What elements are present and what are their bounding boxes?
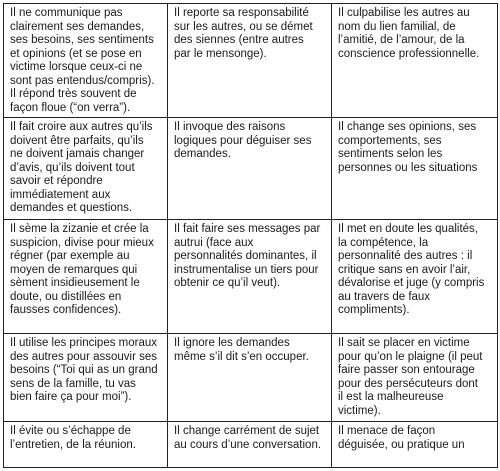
- cell-line: demandes.: [174, 148, 231, 160]
- cell-line: Il fait croire aux autres qu’ils: [10, 121, 153, 133]
- cell-line: sèment insidieusement le: [10, 277, 140, 289]
- cell-line: régner (par exemple au: [10, 250, 130, 262]
- cell-line: Il répond très souvent de: [10, 88, 137, 100]
- cell-line: ne doivent jamais changer: [10, 148, 145, 160]
- cell-line: demandes et questions.: [10, 202, 133, 214]
- cell-line: victime lorsque ceux-ci ne: [10, 61, 143, 73]
- cell-line: même s’il dit s’en occuper.: [174, 350, 309, 363]
- cell-line: Il reporte sa responsabilité: [174, 7, 309, 19]
- cell-line: personnes ou les situations: [338, 161, 478, 174]
- table-cell: [4, 334, 168, 422]
- cell-line: par le mensonge).: [174, 47, 267, 60]
- cell-line: Il menace de façon: [338, 425, 436, 437]
- cell-line: victime).: [338, 404, 381, 417]
- cell-text: [338, 425, 492, 452]
- cell-line: fausses confidences).: [10, 304, 122, 316]
- cell-line: besoins (“Toi qui as un grand: [10, 364, 158, 376]
- cell-line: compliments).: [338, 304, 410, 316]
- behavior-table: [3, 3, 498, 468]
- cell-line: Il utilise les principes moraux: [10, 337, 158, 349]
- cell-line: suspicion, divise pour mieux: [10, 236, 154, 249]
- cell-line: Il fait faire ses messages par: [174, 223, 321, 235]
- cell-text: [10, 337, 162, 405]
- cell-line: doute, ou distillées en: [10, 290, 122, 303]
- behavior-table-body: [4, 4, 498, 468]
- cell-line: logiques pour déguiser ses: [174, 134, 312, 147]
- table-row: [4, 4, 498, 118]
- table-cell: [168, 334, 332, 422]
- cell-line: conscience professionnelle.: [338, 47, 480, 60]
- cell-line: façon floue (“on verra”).: [10, 101, 131, 114]
- cell-line: critique sans en avoir l’air,: [338, 263, 471, 276]
- cell-line: obtenir ce qu’il veut).: [174, 277, 281, 289]
- cell-line: la compétence, la: [338, 236, 429, 249]
- cell-line: Il invoque des raisons: [174, 121, 286, 133]
- cell-text: [174, 121, 326, 162]
- cell-line: Il met en doute les qualités,: [338, 223, 478, 235]
- table-cell: [4, 118, 168, 220]
- table-cell: [168, 4, 332, 118]
- table-row: [4, 422, 498, 468]
- cell-line: Il évite ou s’échappe de: [10, 425, 131, 437]
- table-cell: [332, 4, 498, 118]
- cell-line: au cours d’une conversation.: [174, 438, 322, 451]
- table-cell: [4, 422, 168, 468]
- cell-line: personnalité des autres : il: [338, 250, 473, 262]
- cell-line: Il change carrément de sujet: [174, 425, 320, 437]
- table-cell: [332, 220, 498, 334]
- table-cell: [168, 220, 332, 334]
- cell-text: [338, 223, 492, 318]
- cell-line: autrui (face aux: [174, 236, 254, 249]
- cell-line: pour des persécuteurs dont: [338, 377, 479, 390]
- cell-line: doivent être parfaits, qu’ils: [10, 134, 144, 147]
- table-cell: [168, 118, 332, 220]
- cell-text: [10, 121, 162, 216]
- cell-text: [174, 223, 326, 291]
- cell-text: [174, 425, 326, 452]
- cell-line: nom du lien familial, de: [338, 20, 456, 33]
- cell-line: Il change ses opinions, ses: [338, 121, 477, 133]
- cell-line: moyen de remarques qui: [10, 263, 138, 276]
- cell-line: l’entretien, de la réunion.: [10, 438, 136, 451]
- cell-line: des autres pour assouvir ses: [10, 350, 158, 363]
- cell-line: l’amitié, de l’amour, de la: [338, 34, 465, 46]
- cell-line: Il culpabilise les autres au: [338, 7, 470, 19]
- cell-line: instrumentalise un tiers pour: [174, 263, 319, 276]
- cell-text: [338, 121, 492, 175]
- cell-line: bien faire ça pour moi”).: [10, 391, 132, 403]
- cell-line: sens de la famille, tu vas: [10, 377, 136, 390]
- cell-text: [10, 425, 162, 452]
- cell-line: immédiatement aux: [10, 188, 111, 201]
- cell-line: des siennes (entre autres: [174, 34, 304, 46]
- cell-line: Il ignore les demandes: [174, 337, 290, 349]
- table-row: [4, 220, 498, 334]
- cell-line: d’avis, qu’ils doivent tout: [10, 161, 135, 174]
- table-row: [4, 118, 498, 220]
- cell-line: clairement ses demandes,: [10, 20, 145, 33]
- cell-line: Il sait se placer en victime: [338, 337, 470, 349]
- cell-line: Il ne communique pas: [10, 7, 123, 19]
- cell-line: Il sème la zizanie et crée la: [10, 223, 149, 235]
- cell-line: au travers de faux: [338, 290, 431, 303]
- table-cell: [332, 334, 498, 422]
- cell-line: personnalités dominantes, il: [174, 250, 317, 262]
- cell-line: dévalorise et juge (y compris: [338, 277, 485, 289]
- table-cell: [4, 4, 168, 118]
- cell-line: sont pas entendus/compris).: [10, 74, 155, 87]
- cell-text: [338, 7, 492, 61]
- cell-text: [338, 337, 492, 418]
- cell-text: [10, 223, 162, 318]
- table-cell: [332, 118, 498, 220]
- table-cell: [4, 220, 168, 334]
- cell-line: ses besoins, ses sentiments: [10, 34, 154, 46]
- cell-line: il est la malheureuse: [338, 391, 444, 403]
- cell-text: [10, 7, 162, 115]
- cell-line: déguisée, ou pratique un: [338, 438, 465, 451]
- cell-text: [174, 337, 326, 364]
- cell-line: pour qu’on le plaigne (il peut: [338, 350, 483, 363]
- table-cell: [168, 422, 332, 468]
- table-row: [4, 334, 498, 422]
- cell-line: sentiments selon les: [338, 148, 443, 160]
- cell-line: et opinions (et se pose en: [10, 47, 142, 60]
- table-cell: [332, 422, 498, 468]
- cell-text: [174, 7, 326, 61]
- cell-line: faire passer son entourage: [338, 364, 475, 376]
- cell-line: comportements, ses: [338, 134, 442, 147]
- cell-line: sur les autres, ou se démet: [174, 20, 313, 33]
- cell-line: savoir et répondre: [10, 175, 103, 187]
